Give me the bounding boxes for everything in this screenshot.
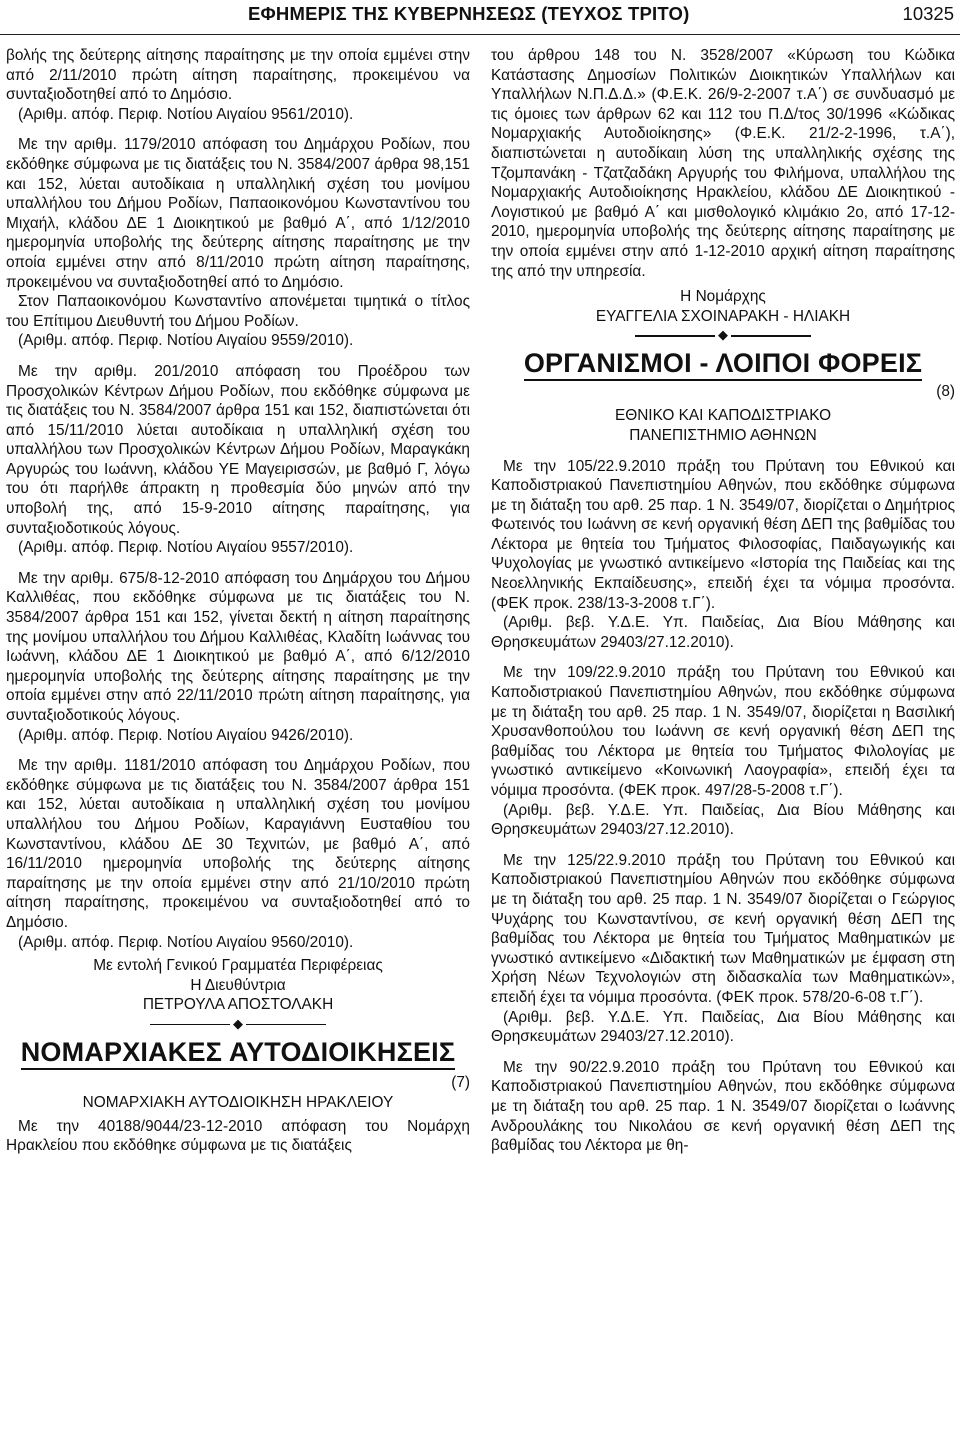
- paragraph: Με την αριθμ. 1181/2010 απόφαση του Δημάρχου Ροδίων, που εκδόθηκε σύμφωνα με τις διατάξεις του Ν. 3584/2007 άρθρα 151 και 152, λύεται αυτοδίκαια η υπαλληλική σχέση του μονίμου υπαλλήλου του Δήμου Ροδίων, Καραγιάννη Ευσταθίου του Κωνσταντίνου, κλάδου ΔΕ 30 Τεχνιτών, με βαθμό Α΄, από 16/11/2010 ημερομηνία υποβολής της δεύτερης αίτησης παραίτησης με την οποία εμμένει στην από 21/10/2010 πρώτη αίτηση παραίτησης, προκειμένου να συνταξιοδοτηθεί από το Δημόσιο.: [6, 757, 470, 931]
- decision-reference: (Αριθμ. βεβ. Υ.Δ.Ε. Υπ. Παιδείας, Δια Βίου Μάθησης και Θρησκευμάτων 29403/27.12.2010).: [491, 801, 955, 839]
- decision-reference: (Αριθμ. βεβ. Υ.Δ.Ε. Υπ. Παιδείας, Δια Βίου Μάθησης και Θρησκευμάτων 29403/27.12.2010).: [491, 614, 955, 651]
- decision-reference: (Αριθμ. απόφ. Περιφ. Νοτίου Αιγαίου 9557/2010).: [18, 539, 354, 557]
- organization-name: ΝΟΜΑΡΧΙΑΚΗ ΑΥΤΟΔΙΟΙΚΗΣΗ ΗΡΑΚΛΕΙΟΥ: [82, 1093, 394, 1111]
- signature-line: Με εντολή Γενικού Γραμματέα Περιφέρειας: [93, 957, 383, 975]
- gazette-title: ΕΦΗΜΕΡΙΣ ΤΗΣ ΚΥΒΕΡΝΗΣΕΩΣ (ΤΕΥΧΟΣ ΤΡΙΤΟ): [248, 3, 690, 24]
- paragraph: βολής της δεύτερης αίτησης παραίτησης με την οποία εμμένει στην από 2/11/2010 πρώτη αίτηση παραίτησης, προκειμένου να συνταξιοδοτηθεί από το Δημόσιο.: [6, 47, 470, 104]
- paragraph: Στον Παπαοικονόμου Κωνσταντίνο απονέμεται τιμητικά ο τίτλος του Επίτιμου Διευθυντή του Δήμου Ροδίων.: [6, 293, 470, 330]
- organization-name: ΠΑΝΕΠΙΣΤΗΜΙΟ ΑΘΗΝΩΝ: [629, 426, 817, 444]
- paragraph: Με την 105/22.9.2010 πράξη του Πρύτανη του Εθνικού και Καποδιστριακού Πανεπιστημίου Αθηνών, που εκδόθηκε σύμφωνα με τη διάταξη του αρθ. 25 παρ. 1 Ν. 3549/07, διορίζεται ο Δημήτριος Φωτεινός του Ιωάννη σε κενή οργανική θέση ΔΕΠ της βαθμίδας του Λέκτορα με θητεία του Τμήματος Φιλοσοφίας, Παιδαγωγικής και Ψυχολογίας με γνωστικό αντικείμενο «Ιστορία της Παιδείας και της Νεοελληνικής Εκπαίδευσης», επειδή έχει τα νόμιμα προσόντα. (ΦΕΚ προκ. 238/13-3-2008 τ.Γ΄).: [491, 457, 955, 612]
- decision-reference: (Αριθμ. βεβ. Υ.Δ.Ε. Υπ. Παιδείας, Δια Βίου Μάθησης και Θρησκευμάτων 29403/27.12.2010).: [491, 1008, 955, 1046]
- right-column: [491, 46, 955, 1156]
- paragraph: Με την αριθμ. 675/8-12-2010 απόφαση του Δημάρχου του Δήμου Καλλιθέας, που εκδόθηκε σύμφωνα με τις διατάξεις του Ν. 3584/2007 άρθρα 151 και 152, γίνεται δεκτή η αίτηση παραίτησης της μονίμου υπαλλήλου του Δήμου Καλλιθέας, Κλαδίτη Ιωάννας του Ιωάννη, κλάδου ΔΕ 1 Διοικητικού με βαθμό Α΄, από 6/12/2010 ημερομηνία υποβολής της δεύτερης αίτησης παραίτησης με την οποία εμμένει στην από 22/11/2010 πρώτη αίτηση παραίτησης, για συνταξιοδοτικούς λόγους.: [6, 569, 470, 724]
- signature-name: ΕΥΑΓΓΕΛΙΑ ΣΧΟΙΝΑΡΑΚΗ - ΗΛΙΑΚΗ: [595, 307, 851, 325]
- section-title-text: ΟΡΓΑΝΙΣΜΟΙ - ΛΟΙΠΟΙ ΦΟΡΕΙΣ: [524, 348, 922, 381]
- page-header: [0, 0, 960, 35]
- decision-reference: (Αριθμ. απόφ. Περιφ. Νοτίου Αιγαίου 9426/2010).: [18, 726, 354, 744]
- paragraph: Με την 40188/9044/23-12-2010 απόφαση του Νομάρχη Ηρακλείου που εκδόθηκε σύμφωνα με τις διατάξεις: [6, 1117, 470, 1155]
- diamond-icon: ◆: [233, 1015, 243, 1031]
- separator-line: [731, 335, 811, 337]
- signature-role: Η Νομάρχης: [680, 288, 766, 306]
- separator-line: [150, 1024, 230, 1026]
- separator-ornament: [6, 1017, 470, 1031]
- paragraph: Με την αριθμ. 201/2010 απόφαση του Προέδρου των Προσχολικών Κέντρων Δήμου Ροδίων, που εκδόθηκε σύμφωνα με τις διατάξεις του Ν. 3584/2007 άρθρα 151 και 152, διαπιστώνεται ότι από 15/11/2010 λύεται αυτοδίκαια η υπαλληλική σχέση του υπαλλήλου των Προσχολικών Κέντρων Δήμου Ροδίων, Μαραγκάκη Αργυρώς του Ιωάννη, κλάδου ΥΕ Μαγειρισσών, με βαθμό Γ, λόγω του ότι παρήλθε άπρακτη η προθεσμία δύο μηνών από την υποβολή της, από 15-9-2010 αίτησης παραίτησης, για συνταξιοδοτικούς λόγους.: [6, 362, 470, 537]
- page-number: 10325: [902, 3, 954, 24]
- section-number-line: [6, 1073, 470, 1093]
- section-title: [491, 348, 955, 378]
- section-number-line: [491, 382, 955, 402]
- organization-name: ΕΘΝΙΚΟ ΚΑΙ ΚΑΠΟΔΙΣΤΡΙΑΚΟ: [614, 407, 832, 425]
- section-number: (8): [936, 383, 955, 401]
- paragraph: Με την αριθμ. 1179/2010 απόφαση του Δημάρχου Ροδίων, που εκδόθηκε σύμφωνα με τις διατάξεις του Ν. 3584/2007 άρθρα 98,151 και 152, λύεται αυτοδίκαια η υπαλληλική σχέση του μονίμου υπαλλήλου του Δήμου Ροδίων, Παπαοικονόμου Κωνσταντίνου του Μιχαήλ, κλάδου ΔΕ 1 Διοικητικού με βαθμό Α΄, από 1/12/2010 ημερομηνία υποβολής της δεύτερης αίτησης παραίτησης με την οποία εμμένει στην από 8/11/2010 πρώτη αίτηση παραίτησης, προκειμένου να συνταξιοδοτηθεί από το Δημόσιο.: [6, 136, 470, 291]
- decision-reference: (Αριθμ. απόφ. Περιφ. Νοτίου Αιγαίου 9560/2010).: [18, 933, 354, 951]
- decision-reference: (Αριθμ. απόφ. Περιφ. Νοτίου Αιγαίου 9561/2010).: [18, 105, 354, 123]
- section-number: (7): [451, 1073, 470, 1091]
- section-title-text: ΝΟΜΑΡΧΙΑΚΕΣ ΑΥΤΟΔΙΟΙΚΗΣΕΙΣ: [21, 1037, 456, 1070]
- paragraph: Με την 109/22.9.2010 πράξη του Πρύτανη του Εθνικού και Καποδιστριακού Πανεπιστημίου Αθηνών, που εκδόθηκε σύμφωνα με τη διάταξη του αρθ. 25 παρ. 1 Ν. 3549/07, διορίζεται η Βασιλική Χρυσανθοπούλου του Ιωάννη σε κενή οργανική θέση ΔΕΠ της βαθμίδας του Λέκτορα με θητεία του Τμήματος Φιλολογίας με γνωστικό αντικείμενο «Κοινωνική Λαογραφία», επειδή έχει τα νόμιμα προσόντα. (ΦΕΚ προκ. 497/28-5-2008 τ.Γ΄).: [491, 664, 955, 799]
- signature-name: ΠΕΤΡΟΥΛΑ ΑΠΟΣΤΟΛΑΚΗ: [142, 996, 334, 1014]
- left-column: [6, 46, 470, 1156]
- separator-ornament: [491, 328, 955, 342]
- paragraph: Με την 90/22.9.2010 πράξη του Πρύτανη του Εθνικού και Καποδιστριακού Πανεπιστημίου Αθηνών, που εκδόθηκε σύμφωνα με τη διάταξη του αρθ. 25 παρ. 1 Ν. 3549/07 διορίζεται ο Ιωάννης Ανδρουλάκης του Νικολάου σε κενή οργανική θέση ΔΕΠ της βαθμίδας του Λέκτορα με θη-: [491, 1058, 955, 1155]
- decision-reference: (Αριθμ. απόφ. Περιφ. Νοτίου Αιγαίου 9559/2010).: [18, 332, 354, 350]
- diamond-icon: ◆: [718, 327, 728, 343]
- section-title: [6, 1037, 470, 1067]
- signature-role: Η Διευθύντρια: [190, 976, 286, 994]
- paragraph: Με την 125/22.9.2010 πράξη του Πρύτανη του Εθνικού και Καποδιστριακού Πανεπιστημίου Αθηνών που εκδόθηκε σύμφωνα με τη διάταξη του αρθ. 25 παρ. 1 Ν. 3549/07 διορίζεται ο Γεώργιος Ψυχάρης του Κωνσταντίνου, σε κενή οργανική θέση ΔΕΠ της βαθμίδας του Λέκτορα με θητεία του Τμήματος Μαθηματικών με γνωστικό αντικείμενο «Διδακτική των Μαθηματικών με έμφαση στη Χρήση Νέων Τεχνολογιών στη διδασκαλία των Μαθηματικών», επειδή έχει τα νόμιμα προσόντα. (ΦΕΚ προκ. 578/20-6-08 τ.Γ΄).: [491, 851, 955, 1006]
- separator-line: [635, 335, 715, 337]
- separator-line: [246, 1024, 326, 1026]
- paragraph: του άρθρου 148 του Ν. 3528/2007 «Κύρωση του Κώδικα Κατάστασης Δημοσίων Πολιτικών Διοικητικών Υπαλλήλων και Υπαλλήλων Ν.Π.Δ.Δ.» (Φ.Ε.Κ. 26/9-2-2007 τ.Α΄) σε συνδυασμό με τις όμοιες των άρθρων 62 και 112 του Π.Δ/τος 30/1996 «Κώδικας Νομαρχιακής Αυτοδιοίκησης» (Φ.Ε.Κ. 21/2-2-1996, τ.Α΄), διαπιστώνεται η αυτοδίκαιη λύση της υπαλληλικής σχέσης της Τζομπανάκη - Τζατζαδάκη Αργυρής του Φιλήμονα, υπαλλήλου της Νομαρχιακής Αυτοδιοίκησης Ηρακλείου, κλάδου ΔΕ Διοικητικού - Λογιστικού με βαθμό Α΄ και μισθολογικό κλιμάκιο 2ο, από 17-12-2010, ημερομηνία υποβολής της δεύτερης αίτησης παραίτησης με την οποία εμμένει στην από 1-12-2010 αρχική αίτηση παραίτησης της από την υπηρεσία.: [491, 47, 955, 280]
